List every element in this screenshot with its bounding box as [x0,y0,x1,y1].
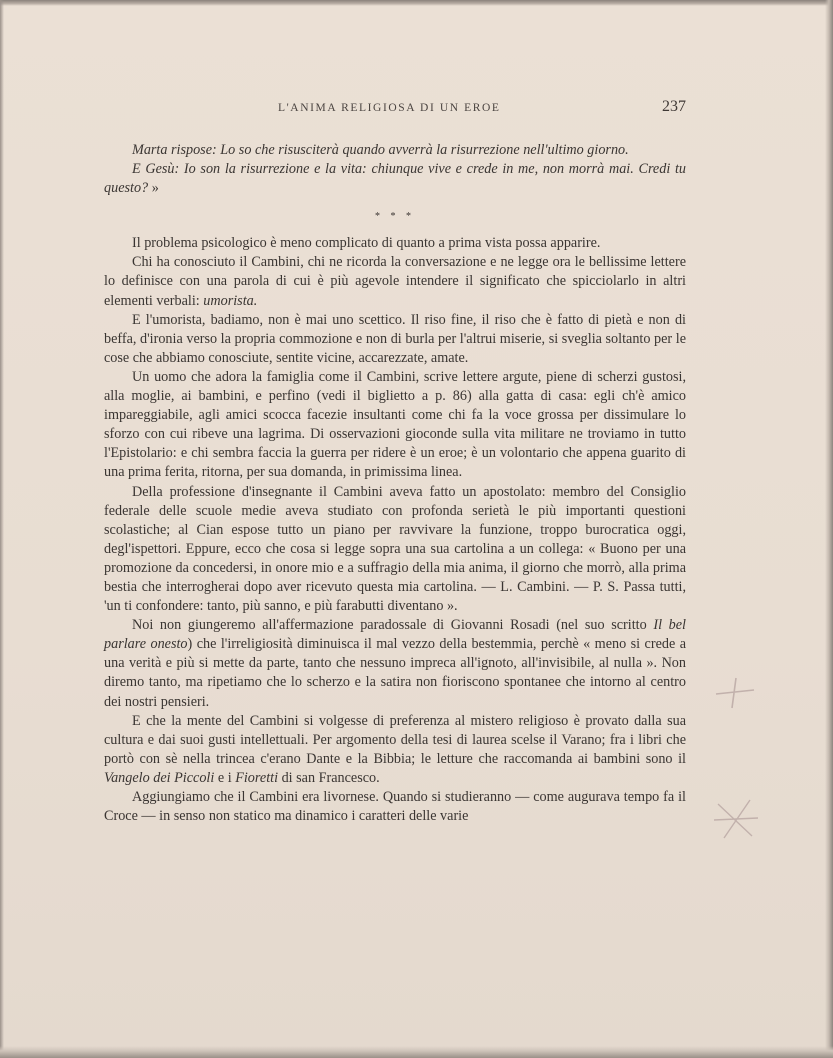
page-bottom-edge [0,1046,833,1058]
paragraph-6-text-a: Noi non giungeremo all'affermazione paradossale di Giovanni Rosadi (nel suo scritto [132,617,654,634]
paragraph-2 [104,253,686,310]
quote-closing-mark: » [148,180,159,197]
page-number: 237 [662,98,686,115]
page-right-edge [825,0,833,1058]
margin-cross-mark-1 [712,676,758,710]
paragraph-3: E l'umorista, badiamo, non è mai uno scettico. Il riso fine, il riso che è fatto di pietà e non di beffa, d'ironia verso la propria commozione e non di burla per l'altrui miserie, si sveglia soltanto per le cose che abbiamo conosciute, sentite vicine, accarezzate, amate. [104,311,686,366]
paragraph-4: Un uomo che adora la famiglia come il Cambini, scrive lettere argute, piene di scherzi gustosi, alla moglie, ai bambini, e perfino (vedi il biglietto a p. 86) alla gatta di casa: egli ch'è amico impareggiabile, agli amici scocca facezie insultanti come chi fa la voce grossa per dissimulare lo sforzo con cui ribeve una lagrima. Di osservazioni gioconde sulla vita militare ne troviamo in tutto l'Epistolario: e chi sembra faccia la guerra per ridere è un eroe; è un volontario che appena guarito di una prima ferita, ritorna, per sua domanda, in primissima linea. [104,368,686,481]
paragraph-7-italic-title-2: Fioretti [235,769,279,786]
quote-paragraph-2-text: E Gesù: Io son la risurrezione e la vita: chiunque vive e crede in me, non morrà mai. Credi tu questo? [104,161,686,197]
paragraph-7-text-b: e i [214,769,236,786]
paragraph-2-italic: umorista. [203,292,258,309]
page-header [104,98,686,122]
paragraph-7-text-c: di san Francesco. [278,769,380,786]
paragraph-7 [104,712,686,788]
paragraph-1: Il problema psicologico è meno complicato di quanto a prima vista possa apparire. [132,235,601,252]
quote-paragraph-1: Marta rispose: Lo so che risusciterà quando avverrà la risurrezione nell'ultimo giorno. [132,142,629,158]
page-left-edge [0,0,4,1058]
quote-paragraph-2 [104,160,686,198]
paragraph-6-text-b: ) che l'irreligiosità diminuisca il mal vezzo della bestemmia, perchè « meno si crede a una verità e più si mette da parte, tanto che nessuno impreca all'ignoto, all'invisibile, al nulla ». Non diremo tanto, ma ripetiamo che lo scherzo e la satira non fioriscono spontanee che intorno al centro dei nostri pensieri. [104,636,687,710]
paragraph-7-italic-title-1: Vangelo dei Piccoli [104,769,215,786]
margin-cross-mark-2 [712,796,760,842]
running-title: L'ANIMA RELIGIOSA DI UN EROE [278,102,501,114]
body-text [104,141,686,826]
page-top-edge [0,0,833,6]
paragraph-6 [104,616,686,711]
paragraph-8: Aggiungiamo che il Cambini era livornese. Quando si studieranno — come augurava tempo fa il Croce — in senso non statico ma dinamico i caratteri delle varie [104,789,686,825]
section-separator: * * * [375,211,415,223]
paragraph-2-text: Chi ha conosciuto il Cambini, chi ne ricorda la conversazione e ne legge ora le bellissime lettere lo definisce con una parola di cui è più agevole intendere il significato che spicciolarlo in altri elementi verbali: [104,254,686,309]
paragraph-7-text-a: E che la mente del Cambini si volgesse di preferenza al mistero religioso è provato dalla sua cultura e dai suoi gusti intellettuali. Per argomento della tesi di laurea scelse il Varano; fra i libri che portò con sè nella trincea c'erano Dante e la Bibbia; le letture che raccomanda ai bambini sono il [104,712,686,767]
paragraph-5: Della professione d'insegnante il Cambini aveva fatto un apostolato: membro del Consiglio federale delle scuole medie aveva studiato con profonda serietà le più importanti questioni scolastiche; al Cian espose tutto un piano per ravvivare la funzione, troppo burocratica oggi, degl'ispettori. Eppure, ecco che cosa si legge sopra una sua cartolina a un collega: « Buono per una promozione da concedersi, in onore mio e a suffragio della mia anima, il giorno che morrò, alla prima bestia che interrogherai dopo aver ricevuto questa mia cartolina. — L. Cambini. — P. S. Passa tutti, 'un ti confondere: tanto, più sanno, e più farabutti diventano ». [104,483,686,615]
paragraph-6-italic-title: Il bel parlare onesto [104,617,687,653]
